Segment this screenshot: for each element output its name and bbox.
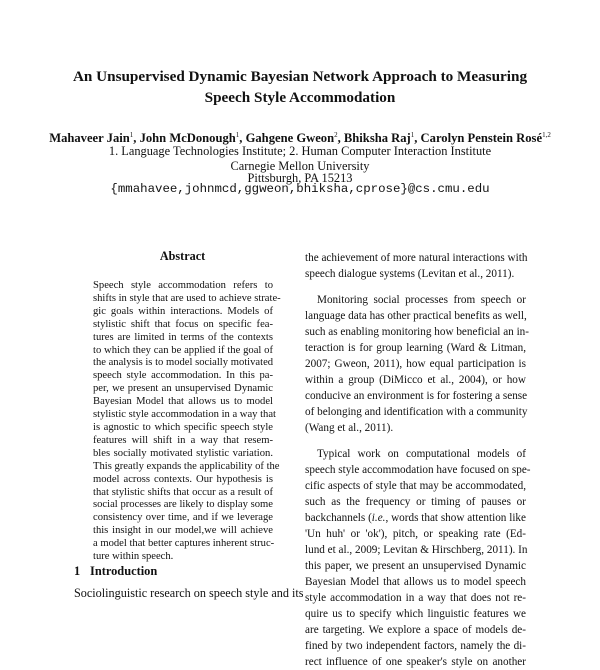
right-column xyxy=(305,250,531,670)
abstract-line: to which they can be applied if the goal of xyxy=(93,344,273,356)
section-title: Introduction xyxy=(90,564,158,578)
author-name: Mahaveer Jain xyxy=(49,131,130,146)
affiliation-line: Pittsburgh, PA 15213 xyxy=(247,171,353,185)
section-heading xyxy=(74,564,157,579)
intro-first-line: Sociolinguistic research on speech style and its xyxy=(74,586,304,600)
abstract-line: this insight in our model,we will achieve xyxy=(93,525,273,537)
abstract-line: gic goals within interactions. Models of xyxy=(93,305,273,317)
abstract-line: ture within speech. xyxy=(93,551,174,563)
author-affil-marker: 1 xyxy=(410,131,415,139)
text-line: Typical work on computational models of xyxy=(317,448,526,460)
text-line: Bayesian Model that allows us to model speech xyxy=(305,576,526,588)
abstract-line: features will shift in a way that resem- xyxy=(93,434,273,446)
author-name: John McDonough xyxy=(139,131,236,146)
text-line: (Wang et al., 2011). xyxy=(305,422,394,434)
abstract-line: This greatly expands the applicability of the xyxy=(93,460,280,472)
text-line: Monitoring social processes from speech or xyxy=(317,294,526,306)
title-line-1: An Unsupervised Dynamic Bayesian Network Approach to Measuring xyxy=(72,68,528,85)
author-affil-marker: 1,2 xyxy=(542,131,551,139)
abstract-line: social processes are likely to display some xyxy=(93,499,273,511)
text-line: quire us to specify which linguistic features we xyxy=(305,608,526,620)
text-line: speech style accommodation have focused on spe- xyxy=(305,464,531,476)
author-list: Mahaveer Jain$^1$, John McDonough$^1$, Gahgene Gweon$^2$, Bhiksha Raj$^1$, Carolyn Penstein Rosé$^{1,2}$ xyxy=(49,131,551,146)
text-line: conducive an environment is for fostering a sense xyxy=(305,390,528,402)
title-line-2: Speech Style Accommodation xyxy=(204,89,396,106)
text-line: style accommodation in a way that does not re- xyxy=(305,592,526,604)
text-line: fined by two independent factors, namely the di- xyxy=(305,640,526,652)
abstract-line: bles socially motivated stylistic variation. xyxy=(93,447,273,459)
affiliation-line: Carnegie Mellon University xyxy=(230,159,370,173)
author-affil-marker: 1 xyxy=(235,131,240,139)
abstract-heading: Abstract xyxy=(159,249,206,263)
text-line: are targeting. We explore a space of models de- xyxy=(305,624,526,636)
abstract-line: per, we present an unsupervised Dynamic xyxy=(93,383,273,395)
section-number: 1 xyxy=(74,564,81,578)
paragraph xyxy=(305,250,526,282)
author-affil-marker: 2 xyxy=(334,131,338,139)
text-line: cific aspects of style that may be accommodated, xyxy=(305,480,526,492)
abstract-line: stylistic shift that focus on specific fea- xyxy=(93,318,273,330)
abstract-line: speech style accommodation. In this pa- xyxy=(93,370,273,382)
text-line: this paper, we present an unsupervised Dynamic xyxy=(305,560,526,572)
abstract-line: model across contexts. Our hypothesis is xyxy=(93,473,273,485)
abstract-line: a model that better captures inherent struc- xyxy=(93,538,275,550)
ie-abbrev: i.e. xyxy=(371,512,386,524)
text-line: rect influence of one speaker's style on another xyxy=(305,656,526,668)
text-line: of belonging and identification with a community xyxy=(305,406,528,418)
abstract-body xyxy=(93,280,281,564)
text-line: such as enabling monitoring how beneficial an in- xyxy=(305,326,530,338)
paragraph xyxy=(305,292,530,436)
abstract-line: is agnostic to which specific speech style xyxy=(93,421,273,433)
text-line: such as the frequency or timing of pauses or xyxy=(305,496,526,508)
abstract-line: tures are limited in terms of the contexts xyxy=(93,331,273,343)
abstract-line: Speech style accommodation refers to xyxy=(93,280,273,291)
abstract-line: the analysis is to model socially motivated xyxy=(93,357,274,369)
abstract-line: that stylistic shifts that occur as a result of xyxy=(93,486,273,498)
text-line: backchannels (i.e., words that show attention like xyxy=(305,512,526,524)
text-line: the achievement of more natural interactions with xyxy=(305,252,528,264)
paragraph xyxy=(305,446,531,670)
abstract-line: consistency over time, and if we leverage xyxy=(93,512,273,524)
author-name: Carolyn Penstein Rosé xyxy=(420,131,543,146)
text-line: within a group (DiMicco et al., 2004), or how xyxy=(305,374,526,386)
author-emails: {mmahavee,johnmcd,ggweon,bhiksha,cprose}@cs.cmu.edu xyxy=(110,182,490,196)
text-line: language data has other practical benefits as well, xyxy=(305,310,527,322)
abstract-line: Bayesian Model that allows us to model xyxy=(93,396,273,408)
text-line: 'Un huh' or 'ok'), pitch, or speaking rate (Ed- xyxy=(305,528,526,540)
text-line: 2007; Gweon, 2011), how equal participation is xyxy=(305,358,526,370)
abstract-line: shifts in style that are used to achieve strate- xyxy=(93,292,281,304)
affiliation-line: 1. Language Technologies Institute; 2. Human Computer Interaction Institute xyxy=(108,144,492,158)
abstract-line: stylistic style accommodation in a way that xyxy=(93,409,276,421)
text-line: speech dialogue systems (Levitan et al., 2011). xyxy=(305,268,515,280)
author-name: Bhiksha Raj xyxy=(343,131,411,146)
text-line: lund et al., 2009; Levitan & Hirschberg, 2011). In xyxy=(305,544,528,556)
author-name: Gahgene Gweon xyxy=(245,131,335,146)
author-affil-marker: 1 xyxy=(129,131,134,139)
text-line: teraction is for group learning (Ward & Litman, xyxy=(305,342,526,354)
paper-title xyxy=(40,66,560,108)
